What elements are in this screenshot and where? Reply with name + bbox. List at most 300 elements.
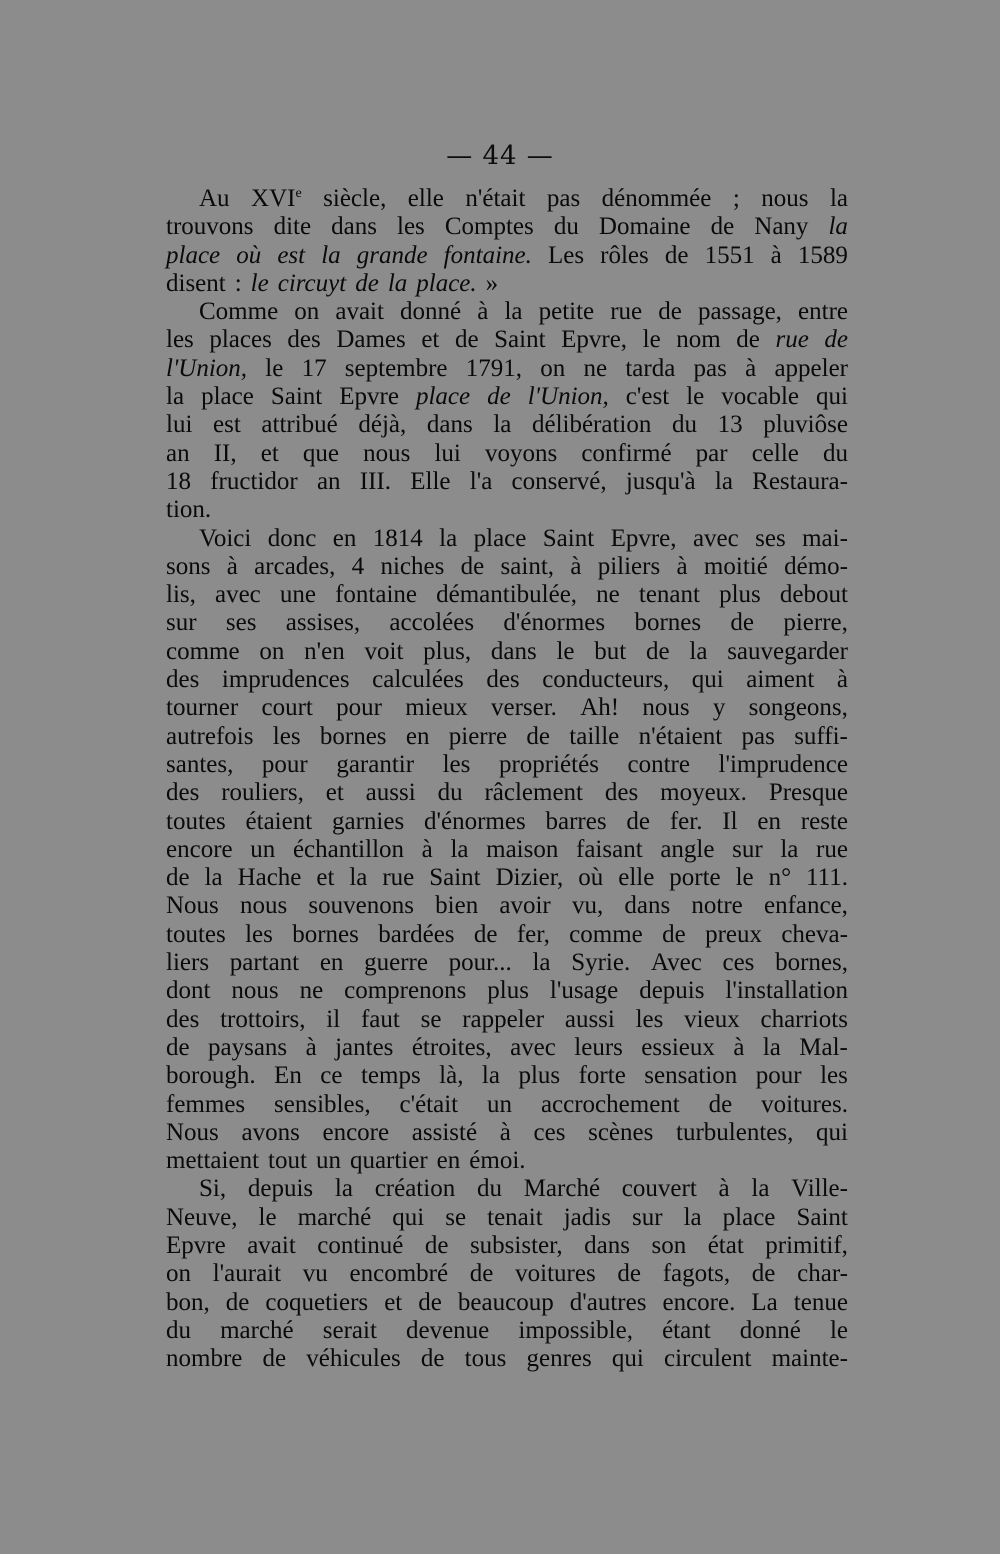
word: quartier [349, 1147, 428, 1175]
word: plus [719, 581, 761, 609]
word: avait [335, 298, 384, 326]
word: dont [166, 977, 211, 1005]
word: beaucoup [457, 1288, 554, 1316]
word: pierre [448, 722, 508, 750]
word: lis, [166, 581, 196, 609]
text-line [166, 1232, 848, 1260]
word: debout [779, 581, 848, 609]
word: pour [261, 750, 308, 778]
word: le [258, 1203, 277, 1231]
word: de [418, 1288, 442, 1316]
word: avec [692, 524, 739, 552]
word: la [439, 524, 458, 552]
word: de [454, 326, 479, 354]
word: subsister, [469, 1231, 563, 1259]
word: elle [618, 864, 655, 892]
word: n'était [465, 185, 526, 212]
word: à [421, 835, 433, 863]
word: donné [739, 1316, 801, 1344]
text-line [166, 1091, 848, 1119]
word: de [658, 298, 682, 326]
word: et [421, 326, 440, 354]
word: imprudences [221, 666, 350, 694]
word: assisté [411, 1118, 478, 1146]
word: passage, [697, 298, 782, 326]
word: saint, [500, 552, 555, 580]
word: taille [569, 722, 620, 750]
word: donc [267, 524, 317, 552]
word: se [420, 1005, 442, 1033]
word: ne [583, 354, 608, 382]
word: pas [693, 354, 727, 382]
word: on [259, 637, 285, 665]
word: notre [691, 892, 743, 920]
word: sensation [644, 1062, 738, 1090]
word: dans [624, 892, 671, 920]
word: la [504, 298, 523, 326]
word: la [683, 1203, 702, 1231]
word: à [770, 241, 782, 269]
text-line [166, 468, 848, 496]
word: Les [547, 241, 585, 269]
word: des [486, 666, 520, 694]
text-line [166, 213, 848, 241]
word: an [316, 467, 341, 495]
word: des [166, 666, 200, 694]
word: mettaient [166, 1147, 260, 1175]
word: santes, [166, 750, 234, 778]
word: marché [297, 1203, 372, 1231]
word: est [277, 241, 306, 269]
word: pas [546, 185, 581, 212]
word: jadis [563, 1203, 611, 1231]
word: forte [578, 1062, 626, 1090]
word: petite [538, 298, 595, 326]
word: de [420, 1345, 445, 1373]
word: piliers [597, 552, 661, 580]
word: dite [273, 213, 312, 241]
word: de [487, 383, 511, 411]
word: de [262, 1345, 287, 1373]
word: Saint [494, 326, 546, 354]
word: rue [816, 835, 848, 863]
word: le [829, 1316, 848, 1344]
word: barres [545, 807, 607, 835]
word: couvert [621, 1175, 697, 1203]
word: 1814 [372, 524, 423, 552]
word: grande [356, 241, 428, 269]
text-line [166, 666, 848, 694]
text-line [166, 836, 848, 864]
word: des [166, 779, 200, 807]
text-line [166, 1006, 848, 1034]
word: encore [166, 835, 233, 863]
word: pour [336, 694, 382, 722]
word: ce [320, 1062, 343, 1090]
word: râclement [484, 779, 584, 807]
word: tenait [487, 1203, 543, 1231]
word: de [708, 1090, 733, 1118]
word: l'imprudence [718, 750, 848, 778]
word: Dames [336, 326, 406, 354]
word: qui [816, 1118, 848, 1146]
word: marché [220, 1316, 294, 1344]
word: propriétés [498, 750, 599, 778]
text-line [166, 1260, 848, 1288]
word: dans [331, 213, 377, 241]
word: femmes [166, 1090, 246, 1118]
word: en [332, 524, 357, 552]
word: an [166, 439, 190, 467]
word: tenant [638, 581, 700, 609]
word: suffi- [794, 722, 848, 750]
word: genres [526, 1345, 592, 1373]
word: la [334, 1175, 353, 1203]
word: elle [407, 185, 444, 212]
word: qui [816, 383, 848, 411]
word: se [445, 1203, 467, 1231]
word: la [780, 835, 799, 863]
word: et [316, 864, 335, 892]
word: Epvre [339, 383, 399, 411]
word: les [820, 1062, 848, 1090]
word: de [424, 1231, 449, 1259]
word: n'étaient [638, 722, 723, 750]
word: place [722, 1203, 776, 1231]
word: ; [732, 185, 740, 212]
word: pour... [448, 949, 512, 977]
text-line [166, 751, 848, 779]
word: l'usage [549, 977, 619, 1005]
word: des [604, 779, 639, 807]
word: : [234, 269, 242, 297]
word: le [735, 864, 754, 892]
word: déjà, [358, 411, 407, 439]
word: une [279, 581, 316, 609]
word: Mal- [799, 1033, 848, 1061]
word: garantir [336, 750, 415, 778]
word: les [397, 213, 425, 241]
word: 1791, [465, 354, 523, 382]
word: y [712, 694, 726, 722]
word: pour [755, 1062, 802, 1090]
word: celle [751, 439, 799, 467]
text-line [166, 1289, 848, 1317]
text-line [166, 1062, 848, 1090]
word: ces [533, 1118, 566, 1146]
word: donné [400, 298, 462, 326]
word: avec [214, 581, 261, 609]
word: étant [662, 1316, 711, 1344]
word: pluviôse [763, 411, 848, 439]
text-line [166, 270, 848, 298]
word: la [450, 835, 469, 863]
word: jantes [335, 1033, 394, 1061]
word: moitié [703, 552, 768, 580]
word: disent [166, 269, 226, 297]
word: sur [732, 835, 763, 863]
word: la [166, 383, 185, 411]
word: vocable [721, 383, 799, 411]
word: toutes [166, 920, 226, 948]
word: l'Union, [166, 354, 248, 382]
word: on [294, 298, 320, 326]
word: fructidor [210, 467, 298, 495]
word: en [757, 807, 781, 835]
word: moyeux. [660, 779, 747, 807]
word: confirmé [581, 439, 672, 467]
word: La [751, 1288, 778, 1316]
word: à [836, 666, 848, 694]
word: porte [669, 864, 721, 892]
word: bornes [319, 722, 387, 750]
word: plus [518, 1062, 561, 1090]
word: liers [166, 949, 210, 977]
word: rue [610, 298, 643, 326]
word: voit [364, 637, 404, 665]
word: de [646, 637, 670, 665]
word: la [762, 1033, 781, 1061]
word: c'était [399, 1090, 459, 1118]
word: démantibulée, [436, 581, 578, 609]
word: les [272, 722, 301, 750]
word: Si, [199, 1175, 227, 1203]
word: Syrie. [571, 949, 631, 977]
word: Il [722, 807, 738, 835]
word: char- [797, 1260, 848, 1288]
word: est [213, 411, 241, 439]
word: nom [676, 326, 721, 354]
word: comme [166, 637, 240, 665]
word: démo- [784, 552, 848, 580]
word: primitif, [765, 1231, 848, 1259]
text-line [166, 892, 848, 920]
word: qui [611, 1345, 644, 1373]
word: un [315, 1147, 341, 1175]
word: n'en [304, 637, 345, 665]
text-line [166, 949, 848, 977]
word: toutes [166, 807, 226, 835]
word: 111. [806, 864, 848, 892]
word: fagots, [662, 1260, 731, 1288]
text-line [166, 1119, 848, 1147]
word: tous [464, 1345, 507, 1373]
word: 17 [301, 354, 327, 382]
word: fer, [516, 920, 550, 948]
word: n° [768, 864, 792, 892]
word: guerre [364, 949, 428, 977]
word: nous [231, 977, 279, 1005]
word: cheva- [781, 920, 848, 948]
word: but [594, 637, 627, 665]
word: songeons, [748, 694, 848, 722]
word: rue [382, 864, 415, 892]
word: aussi [564, 1005, 615, 1033]
text-line [166, 808, 848, 836]
word: nous [363, 439, 411, 467]
word: en [319, 949, 344, 977]
word: de [469, 1260, 494, 1288]
word: c'est [625, 383, 670, 411]
text-line [166, 609, 848, 637]
word: vu [302, 1260, 328, 1288]
word: ces [722, 949, 755, 977]
word: par [695, 439, 728, 467]
word: bon, [166, 1288, 210, 1316]
text-line [166, 383, 848, 411]
word: à [733, 1033, 745, 1061]
text-line [166, 1175, 848, 1203]
word: comprenons [344, 977, 467, 1005]
word: sur [166, 609, 197, 637]
word: circulent [664, 1345, 752, 1373]
word: aussi [365, 779, 416, 807]
word: état [707, 1231, 744, 1259]
word: Saint [542, 524, 595, 552]
text-line [166, 298, 848, 326]
word: garnies [331, 807, 405, 835]
word: plus, [423, 637, 472, 665]
word: comme [569, 920, 643, 948]
word: entre [798, 298, 848, 326]
word: Comme [199, 298, 279, 326]
word: lui [166, 411, 193, 439]
word: la [387, 269, 408, 297]
word: où [578, 864, 604, 892]
word: de [473, 920, 498, 948]
word: l'aurait [212, 1260, 282, 1288]
word: appeler [774, 354, 848, 382]
word: temps [360, 1062, 421, 1090]
word: conducteurs, [542, 666, 670, 694]
word: la [828, 213, 848, 241]
word: en [405, 722, 430, 750]
word: 13 [717, 411, 743, 439]
word: verser. [490, 694, 557, 722]
word: Hache [237, 864, 302, 892]
word: on [540, 354, 566, 382]
word: avec [510, 1033, 556, 1061]
word: et [260, 439, 279, 467]
word: à [570, 552, 582, 580]
word: partant [229, 949, 300, 977]
word: que [302, 439, 339, 467]
word: vu, [571, 892, 604, 920]
word: du [437, 779, 463, 807]
word: rouliers, [221, 779, 304, 807]
word: à [499, 1118, 511, 1146]
word: les [442, 750, 471, 778]
word: bardées [378, 920, 455, 948]
word: tion. [166, 496, 212, 524]
word: de [617, 1260, 641, 1288]
word: la [481, 1062, 500, 1090]
word: de [626, 807, 651, 835]
word: dans [584, 1231, 630, 1259]
text-line [166, 525, 848, 553]
word: 1551 [704, 241, 755, 269]
word: XVIe [251, 185, 302, 212]
word: voitures [515, 1260, 596, 1288]
word: Comptes [444, 213, 534, 241]
word: trottoirs, [220, 1005, 306, 1033]
word: place [415, 383, 471, 411]
text-line [166, 1147, 848, 1175]
word: de [166, 1033, 190, 1061]
word: la [321, 241, 341, 269]
word: du [476, 1175, 502, 1203]
word: encore. [662, 1288, 736, 1316]
word: Domaine [598, 213, 691, 241]
word: siècle, [323, 185, 387, 212]
word: dans [490, 637, 537, 665]
word: II, [213, 439, 237, 467]
text-line [166, 638, 848, 666]
text-line [166, 921, 848, 949]
word: continué [317, 1231, 404, 1259]
word: les [166, 326, 194, 354]
text-line [166, 411, 848, 439]
text-line [166, 326, 848, 354]
word: la [714, 467, 733, 495]
word: » [485, 269, 499, 297]
word: leurs [574, 1033, 623, 1061]
word: de [751, 1260, 776, 1288]
word: tout [268, 1147, 307, 1175]
word: tourner [166, 694, 239, 722]
word: des [166, 1005, 200, 1033]
word: Marché [523, 1175, 601, 1203]
word: création [374, 1175, 456, 1203]
word: angle [660, 835, 715, 863]
word: 1589 [797, 241, 848, 269]
word: Elle [410, 467, 451, 495]
word: dénommée [601, 185, 712, 212]
word: le [686, 383, 705, 411]
word: place [166, 241, 221, 269]
word: III. [359, 467, 392, 495]
word: émoi. [469, 1147, 526, 1175]
word: du [166, 1316, 191, 1344]
text-line [166, 1204, 848, 1232]
word: l'a [469, 467, 493, 495]
word: accrochement [540, 1090, 680, 1118]
word: sauvegarder [727, 637, 848, 665]
text-line [166, 553, 848, 581]
word: lui [434, 439, 461, 467]
word: borough. [166, 1062, 256, 1090]
word: assises, [285, 609, 361, 637]
word: des [287, 326, 321, 354]
word: et [325, 779, 344, 807]
word: vieux [684, 1005, 740, 1033]
word: en [436, 1147, 461, 1175]
word: de [526, 722, 550, 750]
word: à [745, 354, 757, 382]
word: Nous [166, 1118, 219, 1146]
word: qui [691, 666, 724, 694]
word: contre [627, 750, 690, 778]
text-line [166, 496, 848, 524]
word: Ah! [580, 694, 620, 722]
text-line [166, 355, 848, 383]
word: souvenons [308, 892, 414, 920]
word: fer. [669, 807, 703, 835]
word: la [829, 185, 848, 212]
word: étaient [245, 807, 313, 835]
word: pas [741, 722, 775, 750]
word: le [250, 269, 269, 297]
